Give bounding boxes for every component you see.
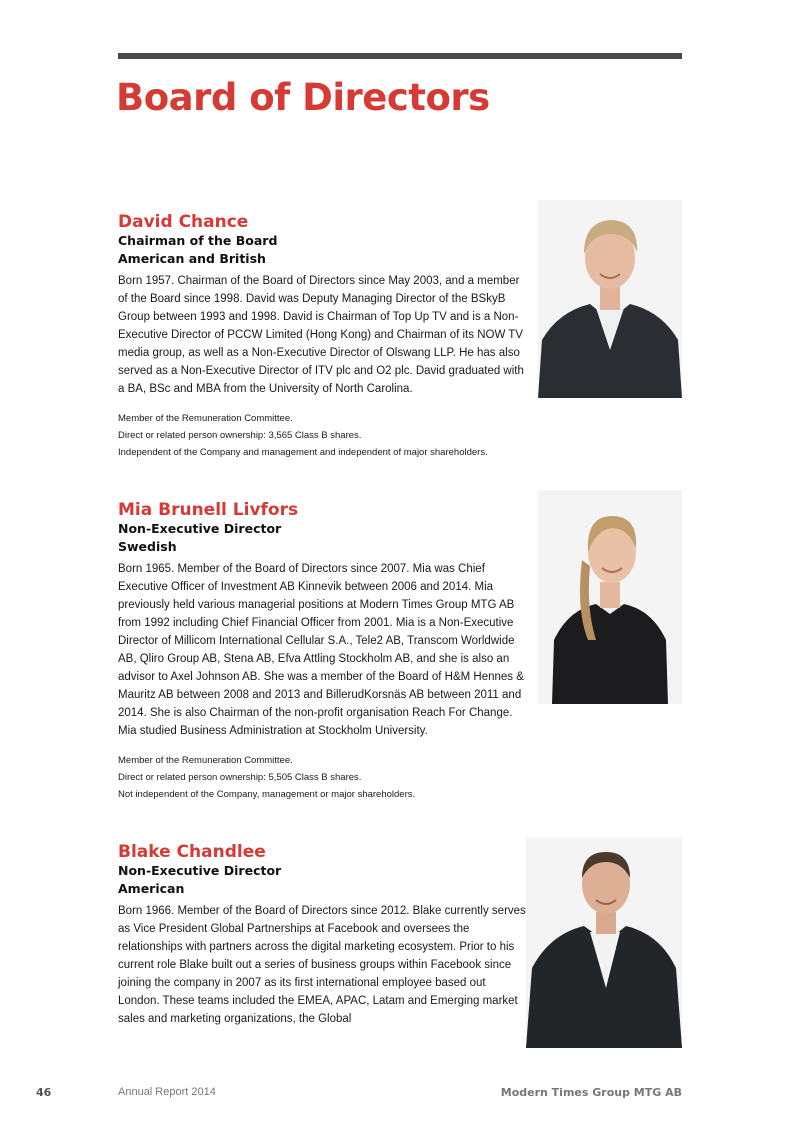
director-notes [118,752,528,803]
director-notes [118,410,528,461]
director-portrait [538,200,682,398]
report-name: Annual Report 2014 [118,1086,216,1098]
committee-note: Member of the Remuneration Committee. [118,755,293,766]
top-rule [118,53,682,59]
director-section [118,842,682,1028]
director-bio: Born 1966. Member of the Board of Directors since 2012. Blake currently serves as Vice President Global Partnerships at Facebook and oversees the relationships with partners across the digital marketing ecosystem. Prior to his current role Blake built out a series of business groups within Facebook since joining the company in 2007 as its first international employee based out London. These teams included the EMEA, APAC, Latam and Emerging market sales and marketing organizations, the Global [118,905,526,1025]
ownership-note: Direct or related person ownership: 3,565 Class B shares. [118,430,362,441]
committee-note: Member of the Remuneration Committee. [118,413,293,424]
director-bio: Born 1957. Chairman of the Board of Directors since May 2003, and a member of the Board since 1998. David was Deputy Managing Director of the BSkyB Group between 1993 and 1998. David is Chairman of Top Up TV and is a Non-Executive Director of PCCW Limited (Hong Kong) and Chairman of its NOW TV media group, as well as a Non-Executive Director of Olswang LLP. He has also served as a Non-Executive Director of ITV plc and O2 plc. David graduated with a BA, BSc and MBA from the University of North Carolina. [118,275,524,395]
director-portrait [538,490,682,704]
director-bio: Born 1965. Member of the Board of Directors since 2007. Mia was Chief Executive Officer of Investment AB Kinnevik between 2006 and 2014. Mia previously held various managerial positions at Modern Times Group MTG AB from 1992 including Chief Financial Officer from 2001. Mia is a Non-Executive Director of Millicom International Cellular S.A., Tele2 AB, Transcom Worldwide AB, Qliro Group AB, Stena AB, Efva Attling Stockholm AB, and she is also an advisor to Axel Johnson AB. She was a member of the Board of H&M Hennes & Mauritz AB between 2008 and 2013 and BillerudKorsnäs AB between 2011 and 2014. She is also Chairman of the non-profit organisation Reach For Change. Mia studied Business Administration at Stockholm University. [118,563,524,737]
director-portrait [526,838,682,1048]
director-name: David Chance [118,212,249,232]
director-section [118,212,682,461]
ownership-note: Direct or related person ownership: 5,505 Class B shares. [118,772,362,783]
director-text [118,842,528,1028]
director-text [118,212,528,461]
director-name: Blake Chandlee [118,842,266,862]
director-nationality: Swedish [118,539,177,554]
director-role: Non-Executive Director [118,521,282,536]
director-nationality: American and British [118,251,266,266]
page-number: 46 [36,1086,52,1099]
independence-note: Not independent of the Company, management or major shareholders. [118,789,416,800]
page-title: Board of Directors [116,76,490,119]
company-name: Modern Times Group MTG AB [500,1086,682,1099]
director-role: Non-Executive Director [118,863,282,878]
director-name: Mia Brunell Livfors [118,500,299,520]
director-nationality: American [118,881,185,896]
independence-note: Independent of the Company and management and independent of major shareholders. [118,447,488,458]
director-section [118,500,682,803]
director-role: Chairman of the Board [118,233,278,248]
director-text [118,500,528,803]
